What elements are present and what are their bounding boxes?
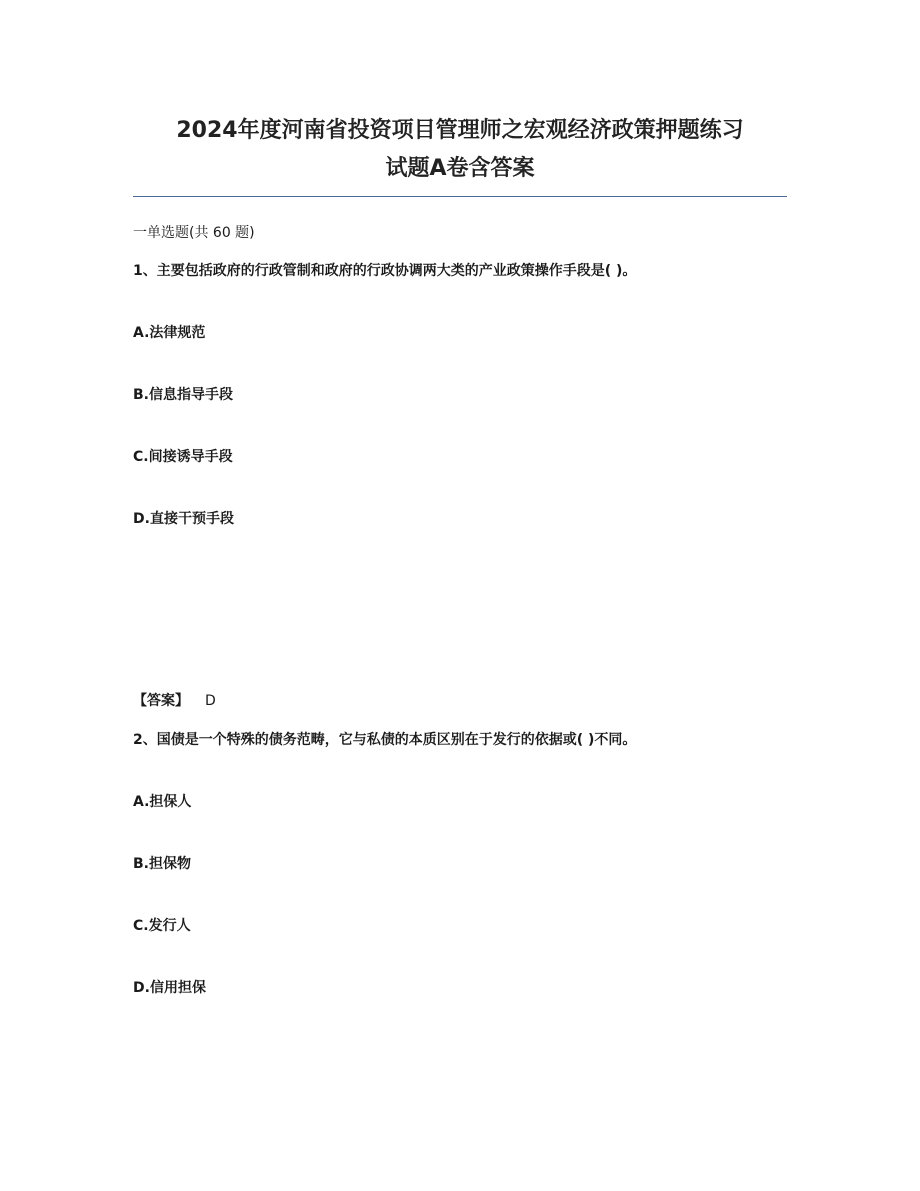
title-line-1: 2024年度河南省投资项目管理师之宏观经济政策押题练习	[176, 118, 744, 143]
title-line-2: 试题A卷含答案	[385, 156, 535, 181]
answer-label: 【答案】	[133, 693, 189, 709]
title-divider	[133, 196, 787, 197]
question-2-option-d: D.信用担保	[133, 980, 206, 996]
document-title	[133, 112, 787, 188]
question-1-answer	[133, 691, 216, 711]
section-heading: 一单选题(共 60 题)	[133, 225, 255, 241]
question-1-option-a: A.法律规范	[133, 325, 206, 341]
question-2-stem: 2、国债是一个特殊的债务范畴，它与私债的本质区别在于发行的依据或( )不同。	[133, 732, 637, 748]
question-2-option-c: C.发行人	[133, 918, 191, 934]
question-1-option-d: D.直接干预手段	[133, 511, 234, 527]
question-1-stem: 1、主要包括政府的行政管制和政府的行政协调两大类的产业政策操作手段是( )。	[133, 263, 637, 279]
question-1-option-b: B.信息指导手段	[133, 387, 233, 403]
answer-value: D	[205, 693, 216, 709]
question-2-option-a: A.担保人	[133, 794, 192, 810]
question-2-option-b: B.担保物	[133, 856, 191, 872]
question-1-option-c: C.间接诱导手段	[133, 449, 233, 465]
